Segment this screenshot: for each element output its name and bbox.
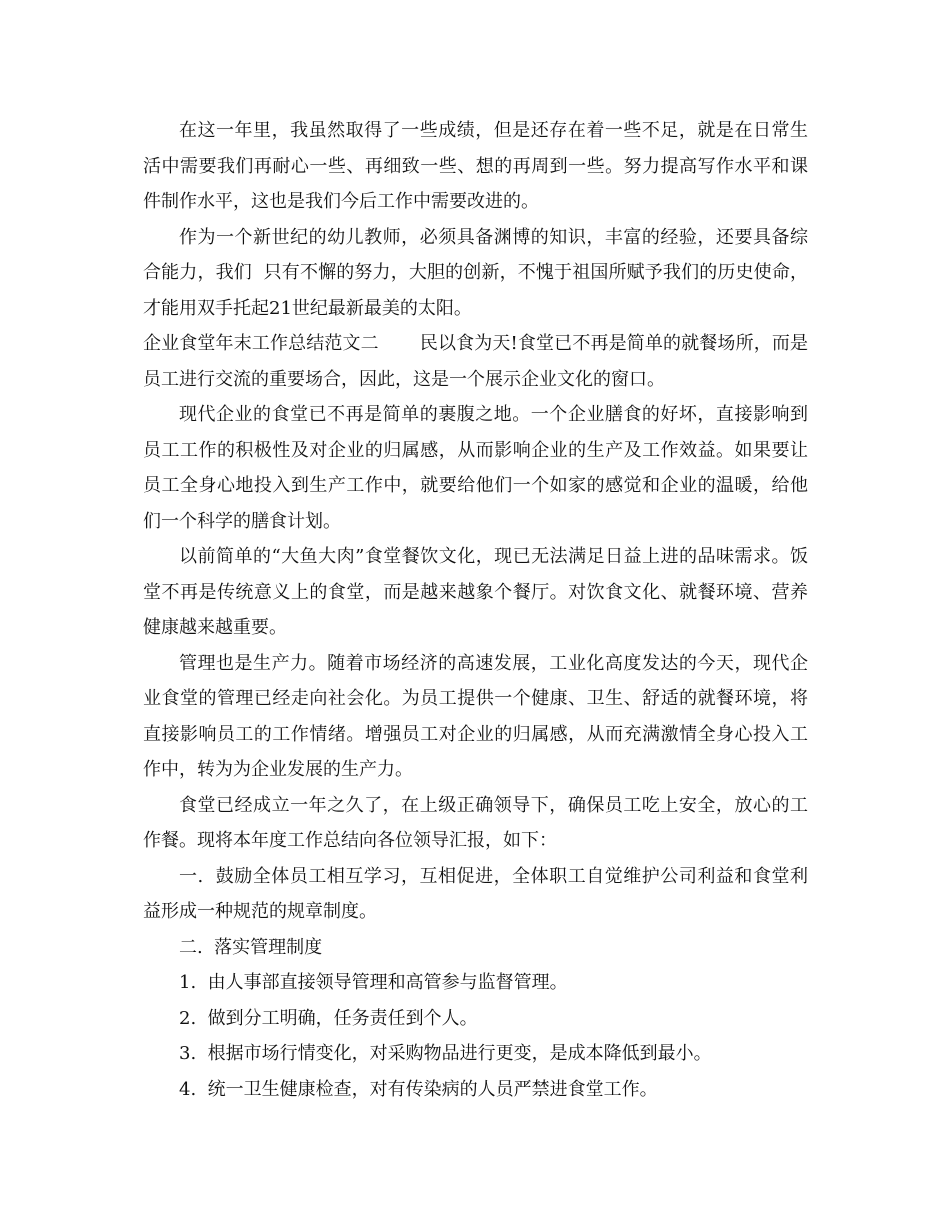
paragraph-teacher-mission: 作为一个新世纪的幼儿教师，必须具备渊博的知识，丰富的经验，还要具备综合能力，我们 只有不懈的努力，大胆的创新，不愧于祖国所赋予我们的历史使命，才能用双手托起21世纪最新最美的太阳。 bbox=[143, 226, 808, 319]
sub-item-2: 2. 做到分工明确，任务责任到个人。 bbox=[179, 1007, 478, 1029]
paragraph-dining-culture: 以前简单的“大鱼大肉”食堂餐饮文化，现已无法满足日益上进的品味需求。饭堂不再是传统意义上的食堂，而是越来越象个餐厅。对饮食文化、就餐环境、营养健康越来越重要。 bbox=[143, 546, 808, 638]
paragraph-canteen-importance: 现代企业的食堂已不再是简单的裹腹之地。一个企业膳食的好坏，直接影响到员工工作的积极性及对企业的归属感，从而影响企业的生产及工作效益。如果要让员工全身心地投入到生产工作中，就要给他们一个如家的感觉和企业的温暖，给他们一个科学的膳食计划。 bbox=[143, 404, 808, 532]
paragraph-achievements: 在这一年里，我虽然取得了一些成绩，但是还存在着一些不足，就是在日常生活中需要我们再耐心一些、再细致一些、想的再周到一些。努力提高写作水平和课件制作水平，这也是我们今后工作中需要改进的。 bbox=[143, 120, 808, 212]
paragraph-management-productivity: 管理也是生产力。随着市场经济的高速发展，工业化高度发达的今天，现代企业食堂的管理已经走向社会化。为员工提供一个健康、卫生、舒适的就餐环境，将直接影响员工的工作情绪。增强员工对企业的归属感，从而充满激情全身心投入工作中，转为为企业发展的生产力。 bbox=[143, 652, 808, 780]
document-body bbox=[143, 113, 808, 1107]
sub-item-1: 1. 由人事部直接领导管理和高管参与监督管理。 bbox=[179, 972, 568, 993]
sub-item-4: 4. 统一卫生健康检查，对有传染病的人员严禁进食堂工作。 bbox=[179, 1078, 658, 1100]
list-item-one: 一. 鼓励全体员工相互学习，互相促进，全体职工自觉维护公司利益和食堂利益形成一种规范的规章制度。 bbox=[143, 865, 808, 922]
paragraph-report-intro: 食堂已经成立一年之久了，在上级正确领导下，确保员工吃上安全，放心的工作餐。现将本年度工作总结向各位领导汇报，如下： bbox=[143, 794, 808, 851]
paragraph-section-title: 企业食堂年末工作总结范文二 民以食为天!食堂已不再是简单的就餐场所，而是员工进行交流的重要场合，因此，这是一个展示企业文化的窗口。 bbox=[143, 333, 808, 390]
sub-item-3: 3. 根据市场行情变化，对采购物品进行更变，是成本降低到最小。 bbox=[179, 1043, 712, 1064]
list-item-two: 二. 落实管理制度 bbox=[179, 936, 323, 958]
